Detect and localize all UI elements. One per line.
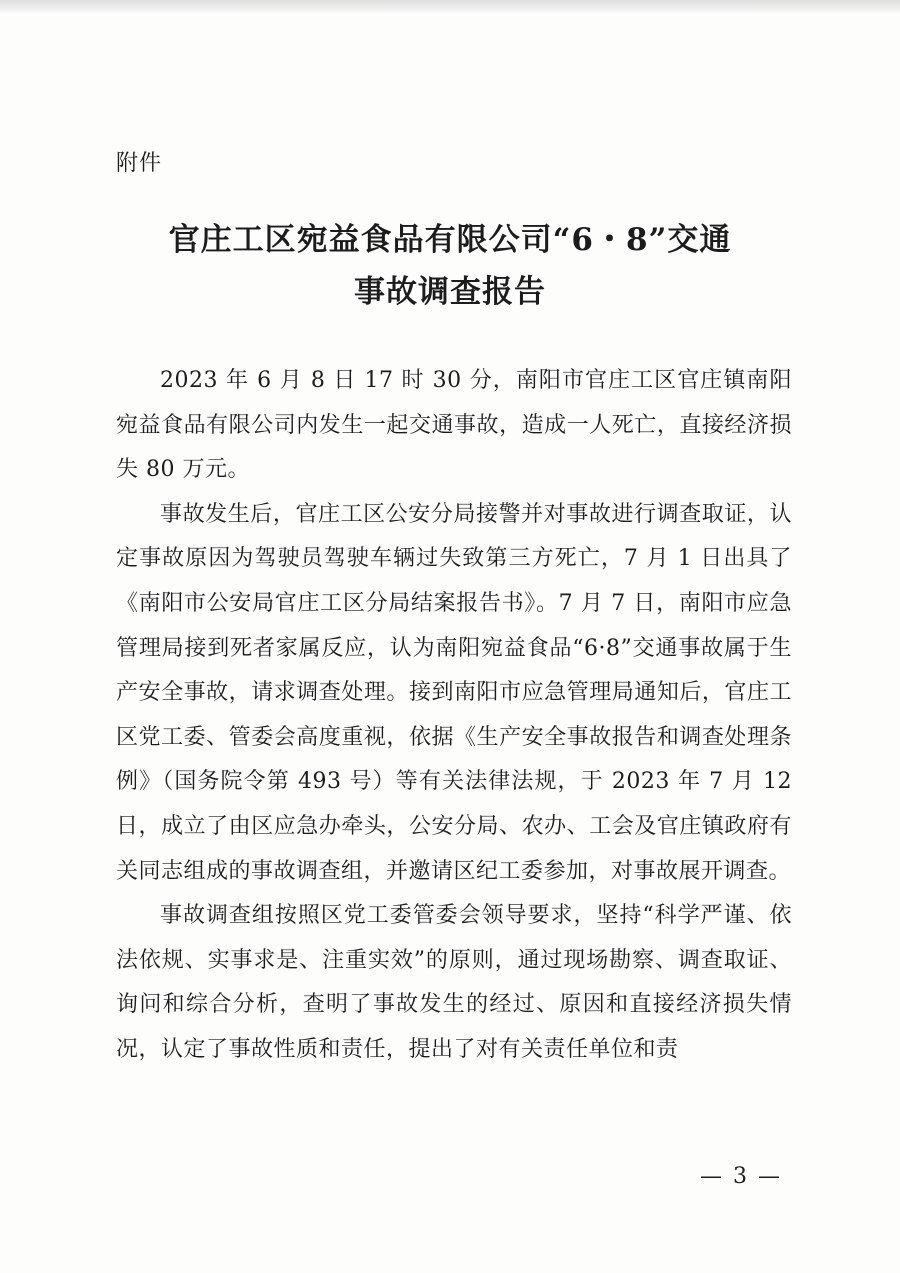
paragraph-2: 事故发生后，官庄工区公安分局接警并对事故进行调查取证，认定事故原因为驾驶员驾驶车辆过失致第三方死亡，7 月 1 日出具了《南阳市公安局官庄工区分局结案报告书》。7 月 7 日，南阳市应急管理局接到死者家属反应，认为南阳宛益食品“6·8”交通事故属于生产安全事故，请求调查处理。接到南阳市应急管理局通知后，官庄工区党工委、管委会高度重视，依据《生产安全事故报告和调查处理条例》（国务院令第 493 号）等有关法律法规，于 2023 年 7 月 12 日，成立了由区应急办牵头，公安分局、农办、工会及官庄镇政府有关同志组成的事故调查组，并邀请区纪工委参加，对事故展开调查。 bbox=[116, 501, 792, 884]
report-title-line-1: 官庄工区宛益食品有限公司“6・8”交通 bbox=[168, 222, 732, 258]
report-body bbox=[116, 359, 792, 1073]
attachment-label: 附件 bbox=[116, 151, 163, 176]
paragraph-3: 事故调查组按照区党工委管委会领导要求，坚持“科学严谨、依法依规、实事求是、注重实效”的原则，通过现场勘察、调查取证、询问和综合分析，查明了事故发生的经过、原因和直接经济损失情况，认定了事故性质和责任，提出了对有关责任单位和责 bbox=[116, 903, 792, 1062]
scan-edge bbox=[0, 0, 900, 14]
paragraph-1: 2023 年 6 月 8 日 17 时 30 分，南阳市官庄工区官庄镇南阳宛益食品有限公司内发生一起交通事故，造成一人死亡，直接经济损失 80 万元。 bbox=[116, 368, 792, 483]
report-title-line-2: 事故调查报告 bbox=[354, 274, 546, 310]
page-number: — 3 — bbox=[700, 1164, 782, 1189]
